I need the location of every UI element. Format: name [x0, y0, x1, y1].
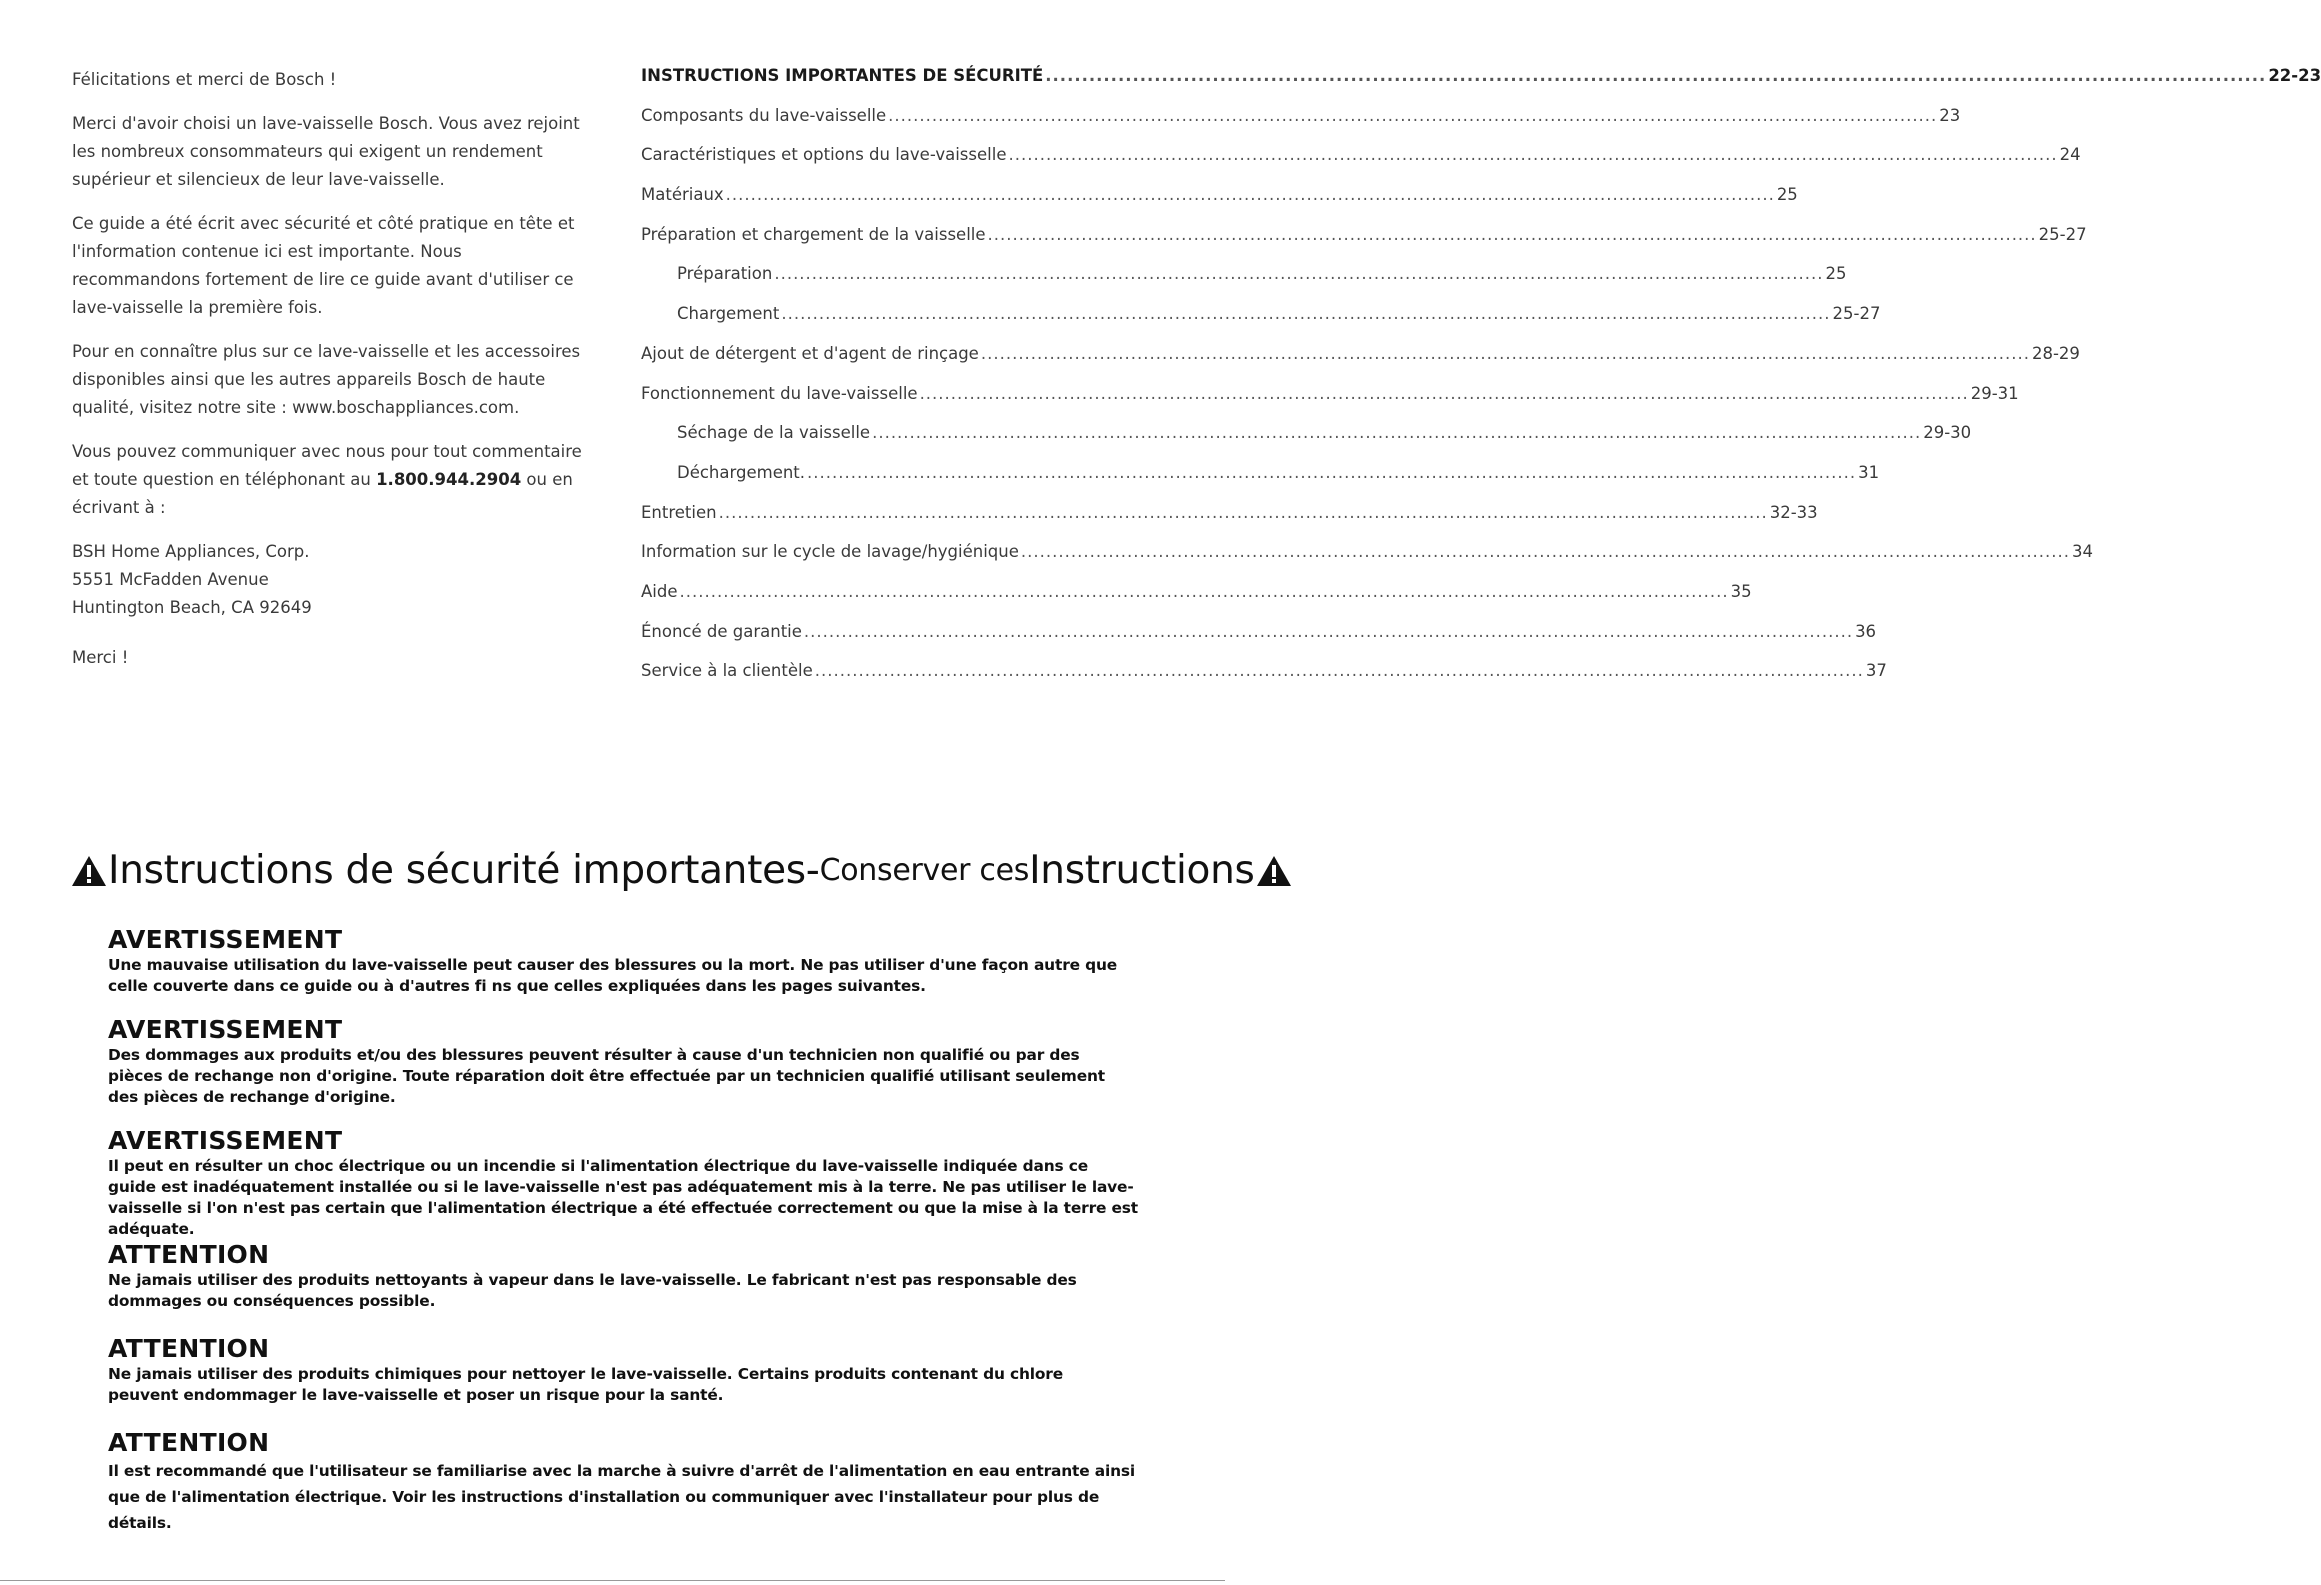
toc-label: Caractéristiques et options du lave-vaisselle [641, 145, 1007, 165]
toc-page: 24 [2059, 145, 2081, 165]
toc-page: 22-23 [2268, 66, 2321, 85]
toc-label: Préparation et chargement de la vaisselle [641, 224, 986, 244]
address-line: BSH Home Appliances, Corp. [72, 542, 310, 561]
toc-entry[interactable] [641, 621, 1877, 662]
toc-entry[interactable] [641, 224, 2087, 265]
notice-text: Des dommages aux produits et/ou des blessures peuvent résulter à cause d'un technicien non qualifié ou par des pièces de rechange non d'origine. Toute réparation doit être effectuée par un technicien qualifié utilisant seulement des pièces de rechange d'origine. [108, 1046, 1105, 1106]
notice-text: Ne jamais utiliser des produits chimiques pour nettoyer le lave-vaisselle. Certains produits contenant du chlore peuvent endommager le lave-vaisselle et poser un risque pour la santé. [108, 1365, 1064, 1404]
safety-title-sub: Conserver ces [819, 853, 1030, 888]
toc-leader [1021, 542, 2070, 561]
toc-label: Préparation [677, 264, 773, 284]
toc-label: Aide [641, 581, 678, 601]
toc-leader [781, 304, 1830, 323]
toc-page: 37 [1865, 661, 1887, 681]
intro-paragraph: Ce guide a été écrit avec sécurité et côté pratique en tête et l'information contenue ici est importante. Nous recommandons fortement de lire ce guide avant d'utiliser ce lave-vaisselle la première fois. [72, 214, 575, 317]
contact-paragraph [72, 438, 592, 522]
toc-entry[interactable] [641, 502, 1818, 543]
warning-triangle-icon [70, 854, 108, 888]
notice-heading: AVERTISSEMENT [108, 1015, 343, 1044]
toc-label: Matériaux [641, 185, 724, 205]
toc-subentry[interactable] [641, 304, 1881, 344]
toc-page: 31 [1858, 462, 1880, 482]
notice-text: Il est recommandé que l'utilisateur se familiarise avec la marche à suivre d'arrêt de l'alimentation en eau entrante ainsi que de l'alimentation électrique. Voir les instructions d'installation ou communiquer avec l'installateur pour plus de détails. [108, 1462, 1136, 1532]
toc-leader [807, 463, 1856, 482]
phone-number: 1.800.944.2904 [376, 470, 522, 489]
toc-leader [920, 384, 1969, 403]
notice-text: Ne jamais utiliser des produits nettoyants à vapeur dans le lave-vaisselle. Le fabricant n'est pas responsable des dommages ou conséquences possible. [108, 1271, 1077, 1310]
toc-leader [1008, 145, 2057, 164]
address [72, 538, 592, 622]
toc-label: Séchage de la vaisselle [677, 423, 871, 443]
toc-page: 25 [1776, 185, 1798, 205]
address-line: Huntington Beach, CA 92649 [72, 598, 312, 617]
toc-leader [815, 661, 1864, 680]
toc-page: 35 [1730, 581, 1752, 601]
warning-notice [108, 1015, 1138, 1108]
toc-leader [774, 264, 1823, 283]
toc-leader [1045, 66, 2266, 85]
toc-label: Chargement [677, 304, 780, 324]
toc-leader [981, 344, 2030, 363]
toc-leader [719, 503, 1768, 522]
toc-subentry[interactable] [641, 423, 1972, 463]
warning-notice [108, 1126, 1138, 1240]
notice-heading: AVERTISSEMENT [108, 1126, 343, 1155]
toc-leader [804, 622, 1853, 641]
toc-label: Ajout de détergent et d'agent de rinçage [641, 343, 979, 363]
toc-page: 28-29 [2031, 343, 2080, 363]
toc-label: Déchargement. [677, 462, 806, 482]
page-bottom-rule [0, 1580, 1225, 1581]
toc-entry[interactable] [641, 581, 1752, 622]
intro-column [72, 66, 592, 688]
warning-notice [108, 925, 1138, 997]
toc-page: 29-31 [1970, 383, 2019, 403]
toc-subentry[interactable] [641, 264, 1847, 304]
toc-page: 29-30 [1923, 423, 1972, 443]
notice-heading: ATTENTION [108, 1240, 270, 1269]
toc-label: INSTRUCTIONS IMPORTANTES DE SÉCURITÉ [641, 66, 1044, 85]
toc-label: Énoncé de garantie [641, 621, 802, 641]
intro-paragraph: Pour en connaître plus sur ce lave-vaisselle et les accessoires disponibles ainsi que les autres appareils Bosch de haute qualité, visitez notre site : www.boschappliances.com. [72, 342, 581, 417]
contact-text: Vous pouvez communiquer avec nous pour tout commentaire et toute question en téléphonant au [72, 442, 582, 489]
contact-text: ou en écrivant à : [72, 470, 573, 517]
warning-triangle-icon [1255, 854, 1293, 888]
toc-label: Service à la clientèle [641, 661, 813, 681]
notice-text: Il peut en résulter un choc électrique ou un incendie si l'alimentation électrique du lave-vaisselle indiquée dans ce guide est inadéquatement installée ou si le lave-vaisselle n'est pas adéquatement mis à la terre. Ne pas utiliser le lave-vaisselle si l'on n'est pas certain que l'alimentation électrique a été effectuée correctement ou que la mise à la terre est adéquate. [108, 1157, 1139, 1238]
thanks: Merci ! [72, 648, 129, 667]
toc-page: 34 [2072, 542, 2094, 562]
notice-heading: ATTENTION [108, 1334, 270, 1363]
safety-title-end: Instructions [1029, 848, 1255, 893]
safety-title-main: Instructions de sécurité importantes- [108, 848, 820, 893]
toc-label: Information sur le cycle de lavage/hygiénique [641, 542, 1019, 562]
table-of-contents [641, 66, 2321, 701]
notice-heading: AVERTISSEMENT [108, 925, 343, 954]
safety-section-title [70, 848, 1255, 893]
greeting: Félicitations et merci de Bosch ! [72, 70, 337, 89]
toc-page: 25-27 [1832, 304, 1881, 324]
notice-heading: ATTENTION [108, 1428, 270, 1457]
address-line: 5551 McFadden Avenue [72, 570, 269, 589]
notice-text: Une mauvaise utilisation du lave-vaisselle peut causer des blessures ou la mort. Ne pas utiliser d'une façon autre que celle couverte dans ce guide ou à d'autres fi ns que celles expliquées dans les pages suivantes. [108, 956, 1118, 995]
toc-subentry[interactable] [641, 462, 1880, 503]
toc-page: 32-33 [1769, 502, 1818, 522]
toc-page: 36 [1855, 621, 1877, 641]
caution-notice [108, 1240, 1138, 1312]
caution-notice [108, 1428, 1138, 1536]
toc-leader [680, 582, 1729, 601]
toc-page: 25 [1825, 264, 1847, 284]
toc-entry[interactable] [641, 145, 2081, 185]
toc-page: 23 [1939, 105, 1961, 125]
toc-label: Entretien [641, 502, 717, 522]
intro-paragraph: Merci d'avoir choisi un lave-vaisselle Bosch. Vous avez rejoint les nombreux consommateurs qui exigent un rendement supérieur et silencieux de leur lave-vaisselle. [72, 114, 580, 189]
toc-label: Fonctionnement du lave-vaisselle [641, 383, 918, 403]
toc-entry[interactable] [641, 185, 1798, 225]
safety-notices [108, 925, 1138, 1536]
caution-notice [108, 1334, 1138, 1406]
toc-leader [888, 106, 1937, 125]
toc-entry[interactable] [641, 105, 1961, 146]
toc-leader [872, 423, 1921, 442]
toc-leader [988, 225, 2037, 244]
toc-entry[interactable] [641, 383, 2019, 424]
toc-entry[interactable] [641, 542, 2094, 582]
toc-entry[interactable] [641, 661, 1887, 701]
toc-entry[interactable] [641, 343, 2080, 384]
toc-page: 25-27 [2038, 224, 2087, 244]
toc-label: Composants du lave-vaisselle [641, 105, 887, 125]
toc-leader [726, 185, 1775, 204]
toc-entry[interactable] [641, 66, 2321, 106]
